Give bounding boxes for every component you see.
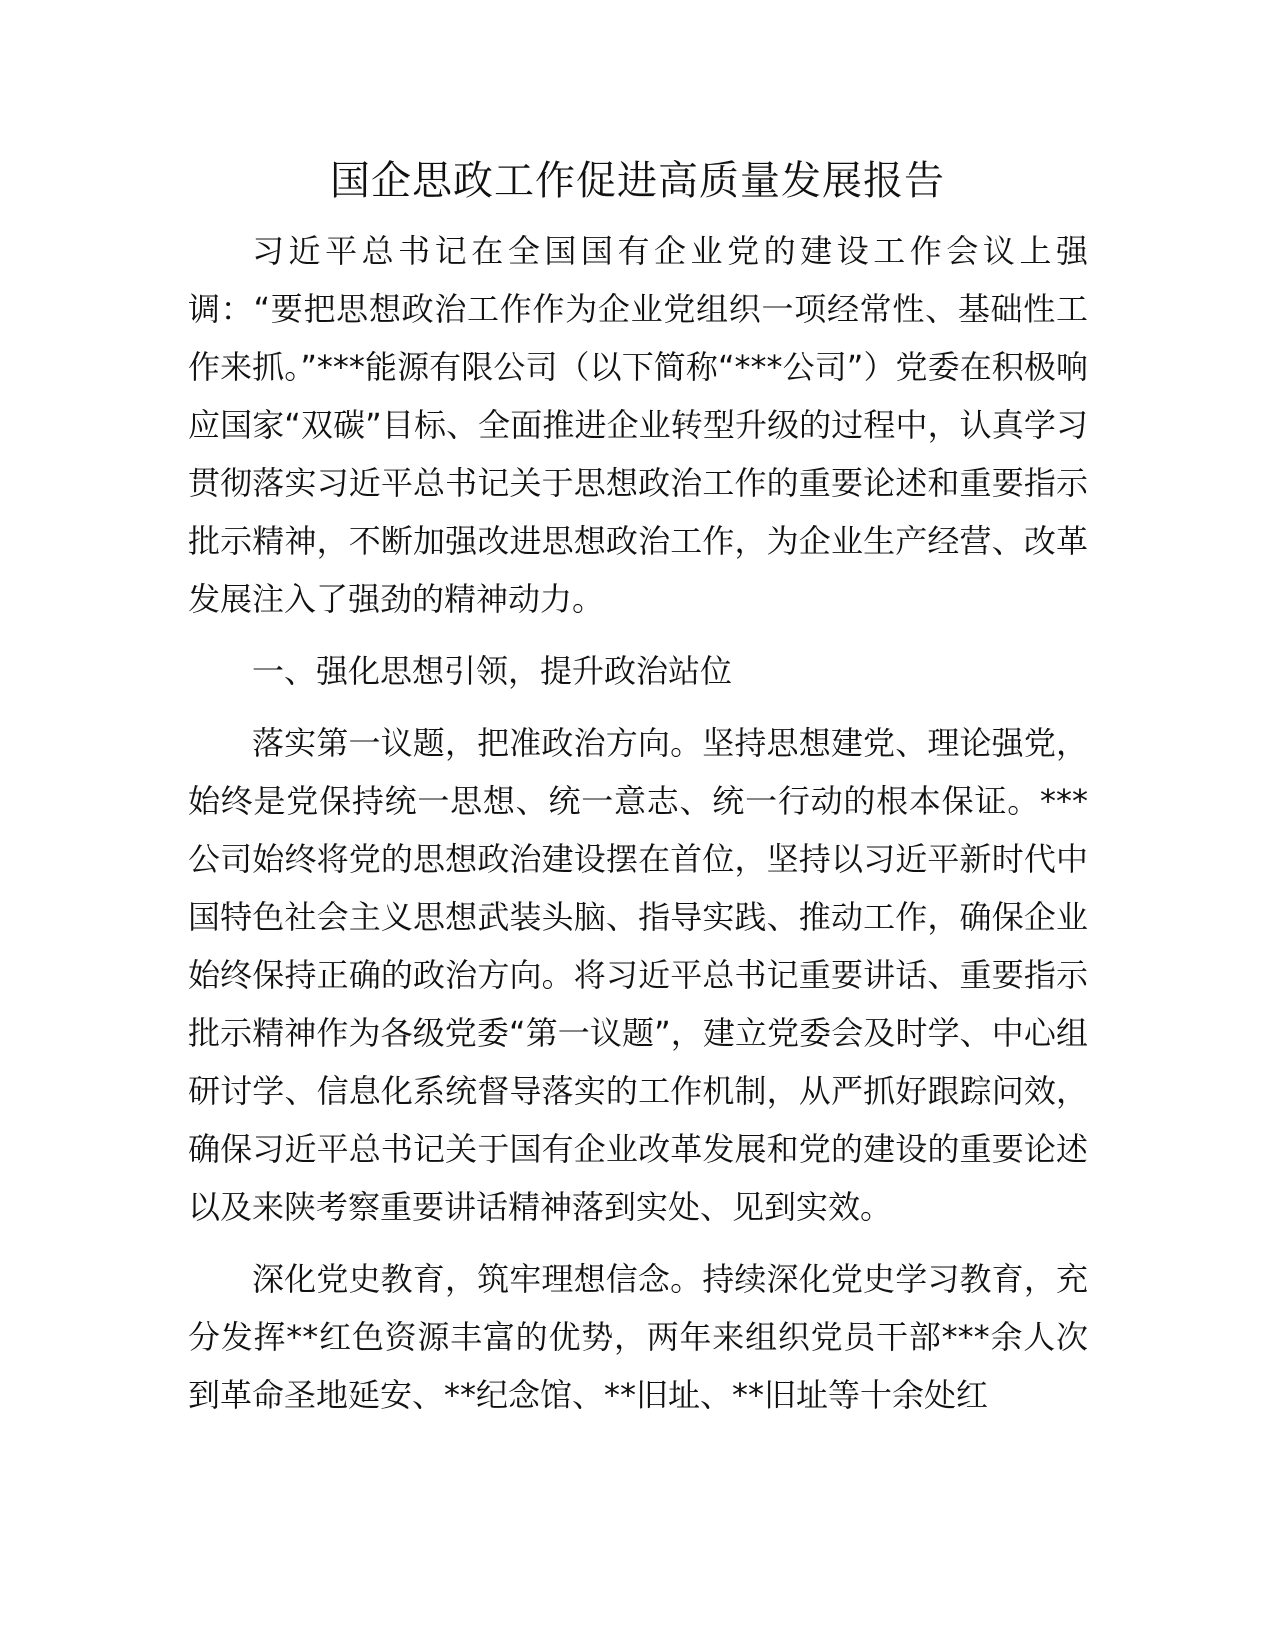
body-paragraph: 深化党史教育，筑牢理想信念。持续深化党史学习教育，充分发挥**红色资源丰富的优势，两年来组织党员干部***余人次到革命圣地延安、**纪念馆、**旧址、**旧址等十余处红: [188, 1260, 1088, 1414]
section-heading: 一、强化思想引领，提升政治站位: [252, 652, 733, 690]
intro-paragraph: 习近平总书记在全国国有企业党的建设工作会议上强调：“要把思想政治工作作为企业党组织一项经常性、基础性工作来抓。”***能源有限公司（以下简称“***公司”）党委在积极响应国家“双碳”目标、全面推进企业转型升级的过程中，认真学习贯彻落实习近平总书记关于思想政治工作的重要论述和重要指示批示精神，不断加强改进思想政治工作，为企业生产经营、改革发展注入了强劲的精神动力。: [188, 232, 1088, 618]
body-paragraph: 落实第一议题，把准政治方向。坚持思想建党、理论强党，始终是党保持统一思想、统一意志、统一行动的根本保证。***公司始终将党的思想政治建设摆在首位，坚持以习近平新时代中国特色社会主义思想武装头脑、指导实践、推动工作，确保企业始终保持正确的政治方向。将习近平总书记重要讲话、重要指示批示精神作为各级党委“第一议题”，建立党委会及时学、中心组研讨学、信息化系统督导落实的工作机制，从严抓好跟踪问效，确保习近平总书记关于国有企业改革发展和党的建设的重要论述以及来陕考察重要讲话精神落到实处、见到实效。: [188, 724, 1088, 1226]
page-title: 国企思政工作促进高质量发展报告: [330, 158, 945, 204]
document-body: [188, 222, 1088, 1424]
